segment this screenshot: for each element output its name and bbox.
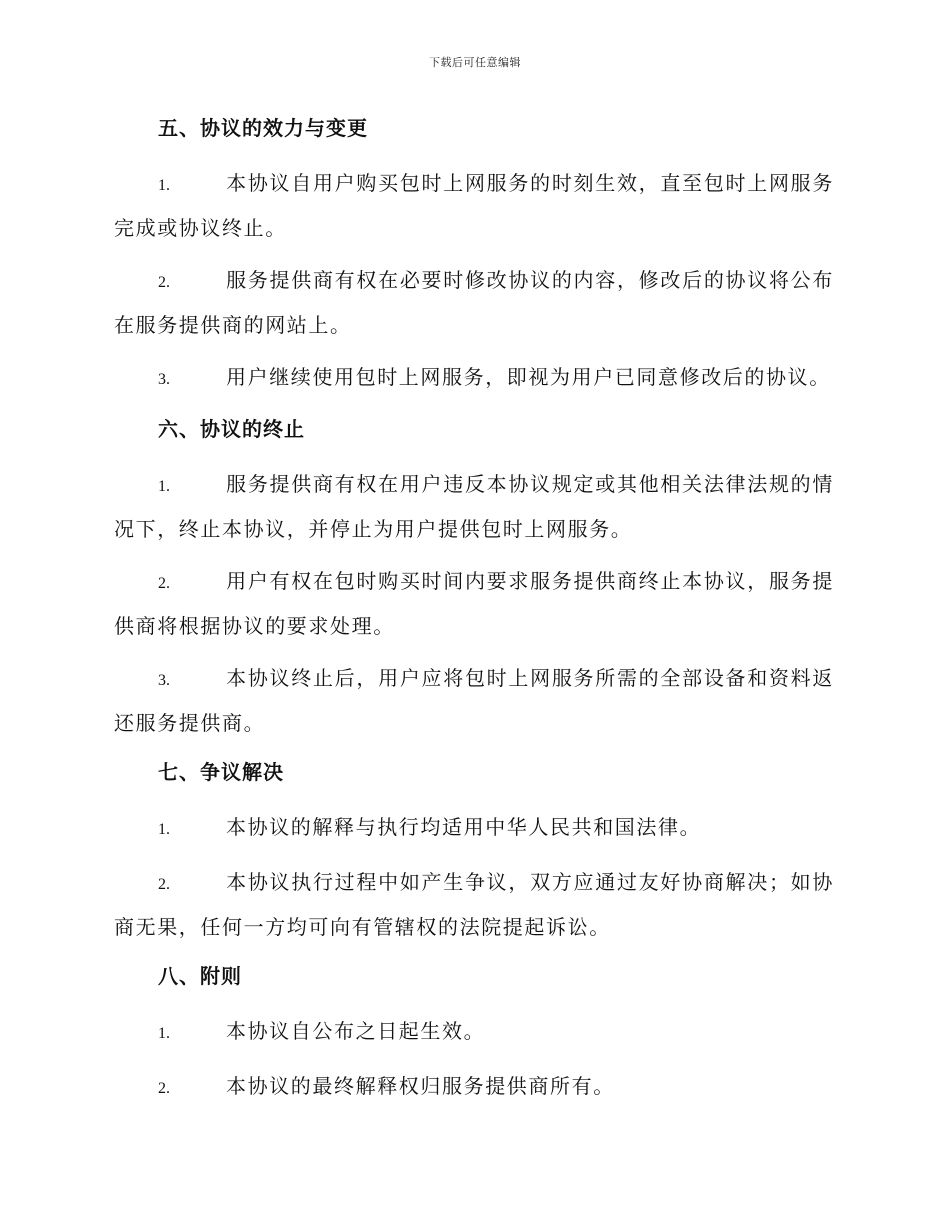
clause-number: 2. xyxy=(158,575,170,592)
clause-text: 本协议的解释与执行均适用中华人民共和国法律。 xyxy=(226,815,702,839)
clause xyxy=(114,356,834,401)
clause xyxy=(114,1010,834,1055)
clause-text: 用户有权在包时购买时间内要求服务提供商终止本协议，服务提供商将根据协议的要求处理。 xyxy=(114,569,834,638)
clause xyxy=(114,259,834,346)
clause xyxy=(114,806,834,851)
document-body xyxy=(114,110,834,1120)
clause-number: 1. xyxy=(158,1025,170,1042)
clause-text: 服务提供商有权在必要时修改协议的内容，修改后的协议将公布在服务提供商的网站上。 xyxy=(114,268,834,337)
header-note: 下载后可任意编辑 xyxy=(429,56,521,69)
section-dispute-resolution xyxy=(114,754,834,948)
section-validity-and-changes xyxy=(114,110,834,401)
clause-text: 本协议自公布之日起生效。 xyxy=(226,1019,486,1043)
section-title: 五、协议的效力与变更 xyxy=(158,116,368,140)
clause-text: 本协议的最终解释权归服务提供商所有。 xyxy=(226,1074,615,1098)
clause-number: 3. xyxy=(158,371,170,388)
clause-number: 1. xyxy=(158,821,170,838)
clause xyxy=(114,657,834,744)
clause-number: 2. xyxy=(158,1080,170,1097)
clause xyxy=(114,560,834,647)
clause xyxy=(114,1065,834,1110)
clause xyxy=(114,463,834,550)
clause-text: 本协议终止后，用户应将包时上网服务所需的全部设备和资料返还服务提供商。 xyxy=(114,666,834,735)
clause-text: 本协议自用户购买包时上网服务的时刻生效，直至包时上网服务完成或协议终止。 xyxy=(114,171,834,240)
section-title: 六、协议的终止 xyxy=(158,417,305,441)
section-supplementary-provisions xyxy=(114,958,834,1110)
clause-text: 服务提供商有权在用户违反本协议规定或其他相关法律法规的情况下，终止本协议，并停止为用户提供包时上网服务。 xyxy=(114,472,834,541)
clause-text: 用户继续使用包时上网服务，即视为用户已同意修改后的协议。 xyxy=(226,365,831,389)
clause-number: 2. xyxy=(158,274,170,291)
section-title: 八、附则 xyxy=(158,964,242,988)
clause-number: 1. xyxy=(158,478,170,495)
clause xyxy=(114,162,834,249)
clause-number: 3. xyxy=(158,672,170,689)
clause-number: 1. xyxy=(158,177,170,194)
clause-text: 本协议执行过程中如产生争议，双方应通过友好协商解决；如协商无果，任何一方均可向有管辖权的法院提起诉讼。 xyxy=(114,870,834,939)
section-termination xyxy=(114,411,834,744)
clause-number: 2. xyxy=(158,876,170,893)
clause xyxy=(114,861,834,948)
section-title: 七、争议解决 xyxy=(158,760,284,784)
